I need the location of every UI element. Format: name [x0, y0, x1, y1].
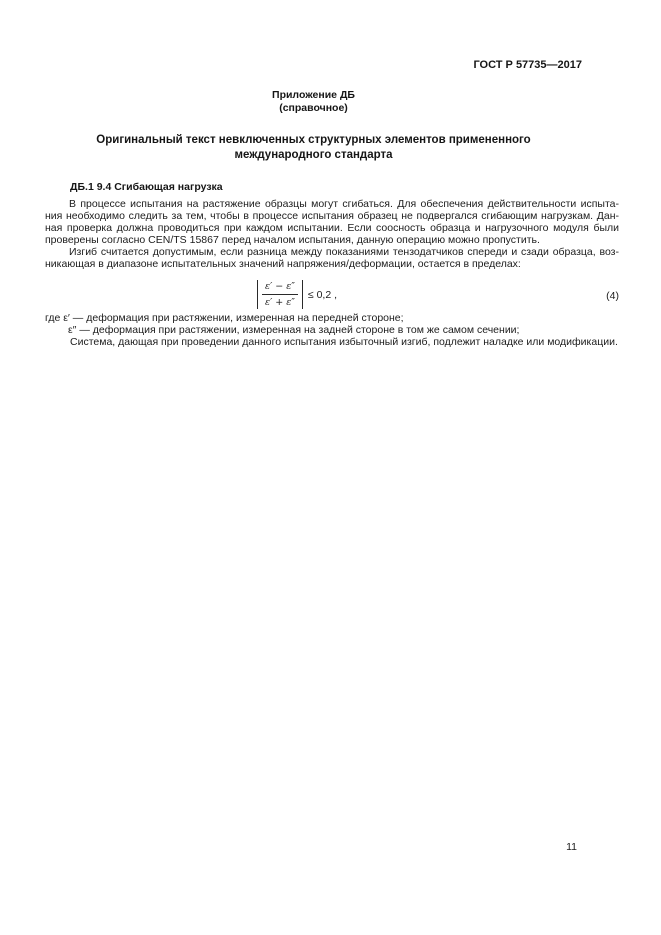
document-header-standard-number: ГОСТ Р 57735—2017 [473, 59, 582, 71]
formula-numerator: ε′ − ε″ [262, 280, 298, 295]
closing-sentence: Система, дающая при проведении данного испытания избыточный изгиб, подлежит наладке или модификации. [70, 336, 618, 349]
main-title-line-2: международного стандарта [234, 149, 393, 161]
formula-expression [257, 280, 337, 309]
formula-denominator: ε′ + ε″ [265, 297, 295, 308]
appendix-subtitle: (справочное) [279, 102, 348, 114]
definition-line: где ε′ — деформация при растяжении, измеренная на передней стороне; [45, 312, 404, 324]
appendix-title: Приложение ДБ [272, 89, 355, 101]
paragraph-1-line: ния необходимо следить за тем, чтобы в процессе испытания образец не подвергался сгибающим нагрузкам. Дан- [45, 210, 619, 222]
formula-relation: ≤ 0,2 , [307, 288, 338, 301]
paragraph-1 [45, 198, 619, 246]
formula-fraction [257, 280, 303, 309]
main-title [45, 133, 582, 163]
definition-line: ε″ — деформация при растяжении, измеренная на задней стороне в том же самом сечении; [68, 324, 520, 337]
paragraph-1-line: проверены согласно CEN/TS 15867 перед началом испытания, данную операцию можно пропустить. [45, 234, 540, 246]
page-number: 11 [566, 841, 577, 853]
paragraph-2-line: Изгиб считается допустимым, если разница между показаниями тензодатчиков спереди и сзади образца, воз- [69, 246, 619, 258]
formula-equation-number: (4) [606, 290, 619, 302]
appendix-heading-block [45, 89, 582, 115]
main-title-line-1: Оригинальный текст невключенных структурных элементов примененного [96, 134, 531, 146]
section-heading: ДБ.1 9.4 Сгибающая нагрузка [70, 181, 223, 193]
paragraph-2 [45, 246, 619, 270]
formula-block [45, 280, 619, 314]
paragraph-1-line: ная проверка должна проводиться при каждом испытании. Если соосность образца и нагрузочного модуля были [45, 222, 619, 234]
paragraph-1-line: В процессе испытания на растяжение образцы могут сгибаться. Для обеспечения действительности испыта- [69, 198, 619, 210]
paragraph-2-line: никающая в диапазоне испытательных значений напряжения/деформации, остается в пределах: [45, 258, 521, 270]
formula-definitions [45, 312, 619, 349]
